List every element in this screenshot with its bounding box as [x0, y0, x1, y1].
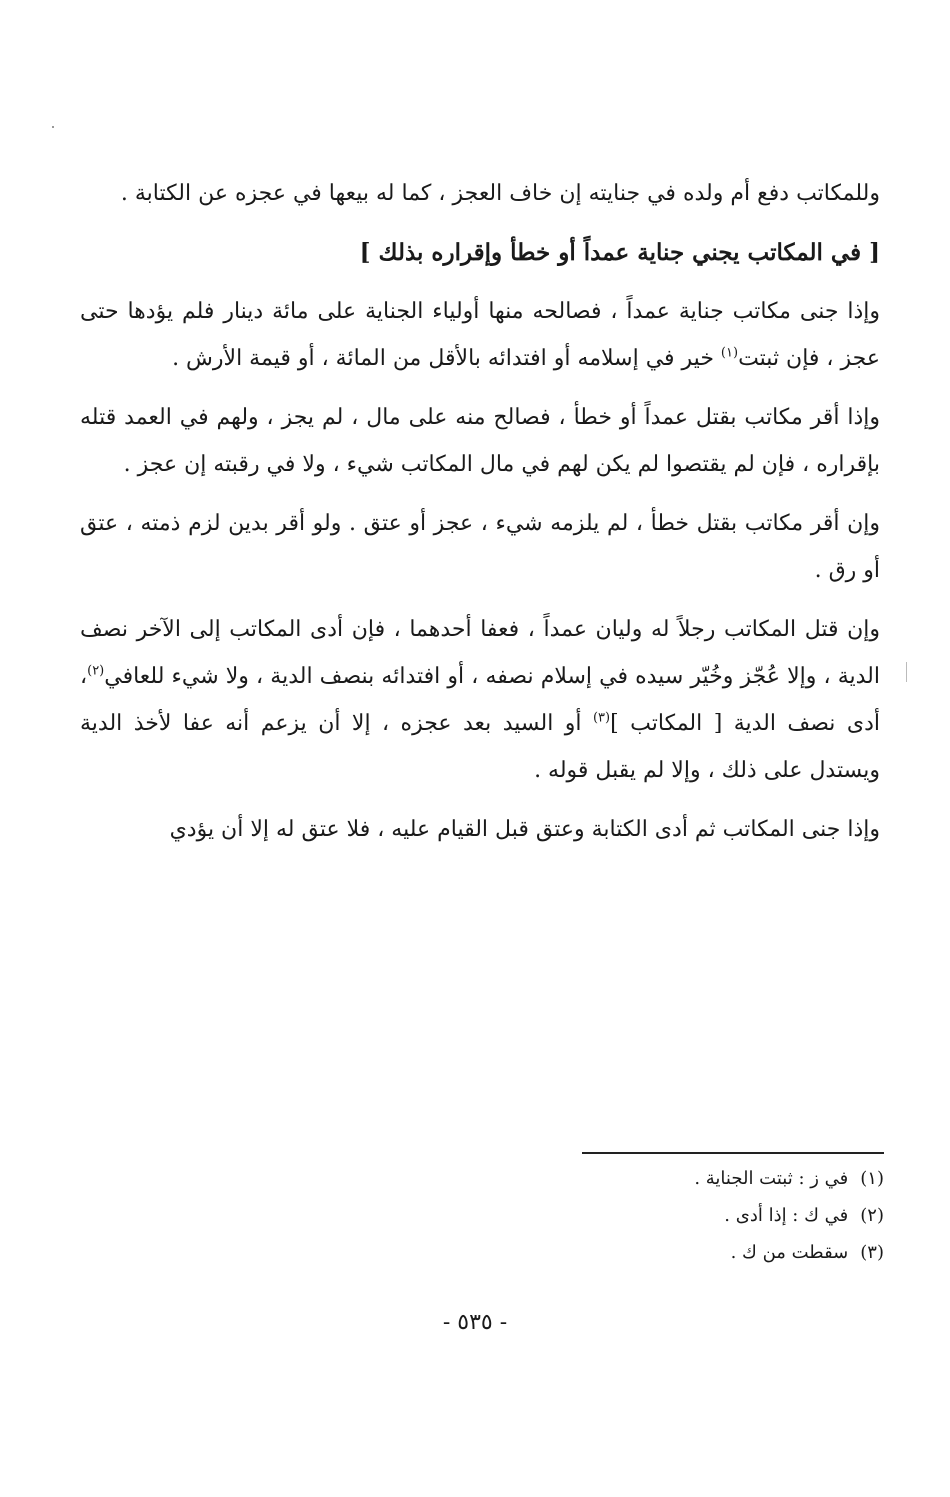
footnote-2-text: في ك : إذا أدى . — [724, 1205, 849, 1226]
footnote-ref-2[interactable]: (٢) — [87, 663, 105, 679]
footnote-ref-1[interactable]: (١) — [720, 345, 739, 361]
scan-speck — [52, 126, 54, 128]
paragraph-2-text-a: وإذا جنى مكاتب جناية عمداً ، فصالحه منها أولياء الجناية على مائة دينار فلم يؤدها حتى عجز ، فإن ثبتت — [80, 299, 880, 371]
footnote-2 — [500, 1197, 884, 1234]
footnotes — [500, 1160, 884, 1271]
page-number: - ٥٣٥ - — [442, 1310, 508, 1335]
footnote-separator — [582, 1152, 884, 1154]
paragraph-2-text-b: خير في إسلامه أو افتدائه بالأقل من المائة ، أو قيمة الأرش . — [172, 346, 721, 371]
paragraph-1: وللمكاتب دفع أم ولده في جنايته إن خاف العجز ، كما له بيعها في عجزه عن الكتابة . — [120, 181, 880, 206]
section-heading: [ في المكاتب يجني جناية عمداً أو خطأ وإقراره بذلك ] — [359, 239, 880, 266]
footnote-3-text: سقطت من ك . — [730, 1242, 849, 1263]
page-body — [80, 170, 880, 865]
footnote-1-text: في ز : ثبتت الجناية . — [694, 1168, 849, 1189]
footnote-3 — [500, 1234, 884, 1271]
footnote-3-number: (٣) — [860, 1242, 884, 1263]
footnote-1-number: (١) — [860, 1168, 884, 1189]
paragraph-5-text-a: وإن قتل المكاتب رجلاً له وليان عمداً ، فعفا أحدهما ، فإن أدى المكاتب إلى الآخر نصف الدية ، وإلا عُجّز وخُيّر سيده في إسلام نصفه ، أو افتدائه بنصف الدية ، ولا شيء للعافي — [80, 617, 880, 689]
paragraph-5-text-b: ، أدى نصف الدية [ المكاتب ] — [80, 664, 880, 736]
footnote-ref-3[interactable]: (٣) — [592, 710, 611, 726]
paragraph-5-text-c: أو السيد بعد عجزه ، إلا أن يزعم أنه عفا لأخذ الدية ويستدل على ذلك ، وإلا لم يقبل قوله . — [80, 711, 880, 783]
paragraph-2 — [80, 288, 880, 382]
paragraph-4: وإن أقر مكاتب بقتل خطأ ، لم يلزمه شيء ، عجز أو عتق . ولو أقر بدين لزم ذمته ، عتق أو رق . — [80, 511, 880, 583]
paragraph-6: وإذا جنى المكاتب ثم أدى الكتابة وعتق قبل القيام عليه ، فلا عتق له إلا أن يؤدي — [169, 817, 880, 842]
paragraph-3: وإذا أقر مكاتب بقتل عمداً أو خطأ ، فصالح منه على مال ، لم يجز ، ولهم في العمد قتله بإقراره ، فإن لم يقتصوا لم يكن لهم في مال المكاتب شيء ، ولا في رقبته إن عجز . — [80, 405, 880, 477]
margin-mark — [906, 662, 907, 682]
footnote-1 — [500, 1160, 884, 1197]
paragraph-5 — [80, 606, 880, 794]
footnote-2-number: (٢) — [860, 1205, 884, 1226]
